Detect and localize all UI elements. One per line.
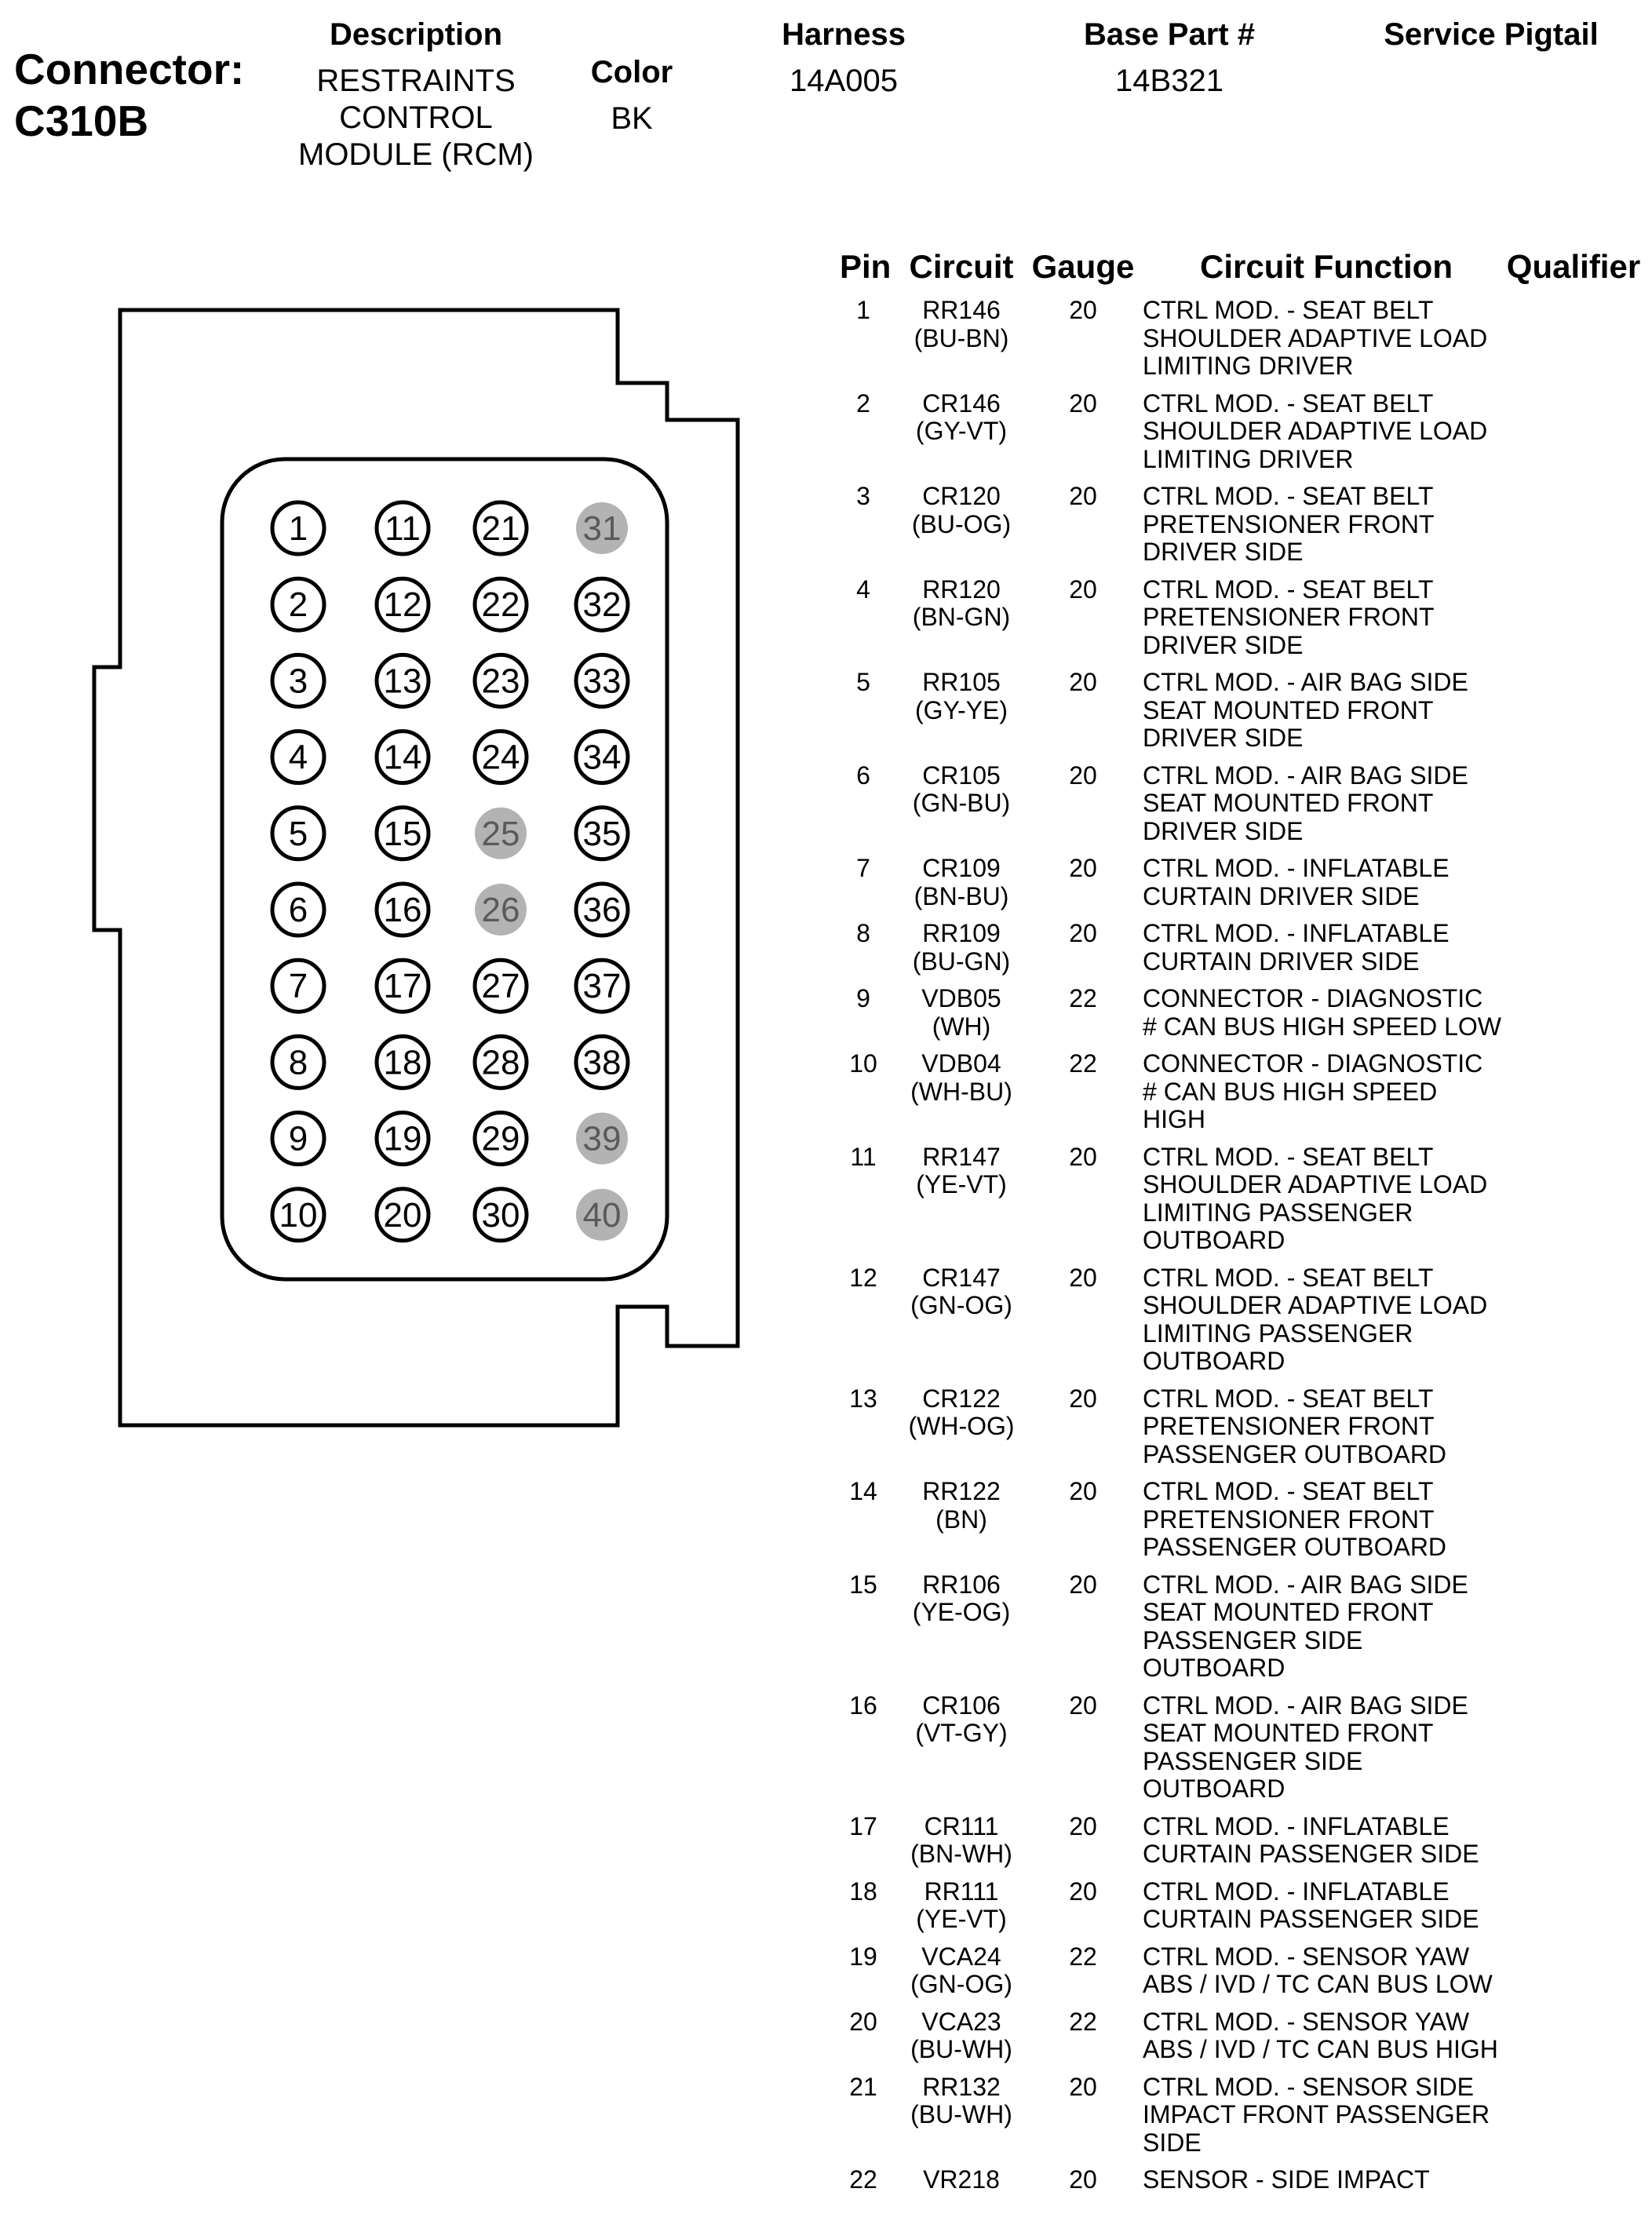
circuit-code: RR109 — [922, 919, 1001, 947]
circuit-function: OUTBOARD — [1143, 1654, 1285, 1682]
circuit-function: HIGH — [1143, 1105, 1205, 1133]
pin-number: 20 — [849, 2007, 877, 2036]
circuit-code: RR147 — [922, 1142, 1001, 1171]
pin-label-13: 13 — [383, 662, 422, 701]
pin-label-36: 36 — [582, 891, 622, 929]
pin-number: 3 — [856, 482, 870, 510]
circuit-function: # CAN BUS HIGH SPEED — [1143, 1077, 1438, 1106]
pin-label-3: 3 — [288, 662, 308, 701]
pin-label-39: 39 — [582, 1119, 622, 1158]
circuit-function: CURTAIN PASSENGER SIDE — [1143, 1905, 1479, 1933]
wire-gauge: 22 — [1069, 984, 1097, 1012]
circuit-code: RR122 — [922, 1477, 1001, 1505]
circuit-function: PRETENSIONER FRONT — [1143, 1505, 1435, 1534]
pin-label-20: 20 — [383, 1195, 422, 1235]
pin-label-22: 22 — [481, 585, 520, 625]
wire-gauge: 20 — [1069, 388, 1097, 418]
circuit-function: CURTAIN PASSENGER SIDE — [1143, 1840, 1479, 1868]
circuit-function: CURTAIN DRIVER SIDE — [1143, 881, 1420, 910]
circuit-code: (BU-WH) — [910, 2100, 1012, 2128]
wire-gauge: 20 — [1069, 574, 1097, 604]
pin-label-24: 24 — [481, 738, 520, 777]
harness-header: Harness — [782, 17, 906, 52]
circuit-function: DRIVER SIDE — [1143, 630, 1304, 659]
connector-title — [14, 43, 244, 147]
pin-label-30: 30 — [481, 1195, 520, 1235]
pin-label-4: 4 — [288, 738, 308, 777]
wire-gauge: 22 — [1069, 2007, 1097, 2036]
circuit-function: CTRL MOD. - SENSOR SIDE — [1143, 2072, 1474, 2101]
circuit-function: PASSENGER OUTBOARD — [1143, 1439, 1447, 1468]
circuit-function: CTRL MOD. - INFLATABLE — [1143, 1811, 1450, 1840]
circuit-function: CTRL MOD. - SEAT BELT — [1143, 482, 1434, 510]
circuit-code: RR120 — [922, 574, 1001, 604]
circuit-code: CR120 — [922, 482, 1001, 510]
pin-label-40: 40 — [582, 1195, 622, 1235]
pin-label-15: 15 — [383, 814, 422, 853]
circuit-function: DRIVER SIDE — [1143, 724, 1304, 752]
circuit-function: SEAT MOUNTED FRONT — [1143, 695, 1434, 724]
wire-gauge: 22 — [1069, 1942, 1097, 1971]
circuit-function: SHOULDER ADAPTIVE LOAD — [1143, 417, 1488, 445]
circuit-code: (YE-VT) — [916, 1170, 1007, 1198]
description-line: RESTRAINTS — [316, 64, 516, 98]
base-part-header: Base Part # — [1084, 17, 1255, 52]
circuit-function: SHOULDER ADAPTIVE LOAD — [1143, 1170, 1488, 1198]
wire-gauge: 20 — [1069, 668, 1097, 696]
circuit-function: DRIVER SIDE — [1143, 538, 1304, 566]
circuit-function: LIMITING DRIVER — [1143, 352, 1354, 380]
pin-number: 16 — [849, 1691, 877, 1720]
circuit-code: VR218 — [923, 2165, 1000, 2194]
wire-gauge: 20 — [1069, 760, 1097, 790]
wire-gauge: 20 — [1069, 1263, 1097, 1292]
harness-value: 14A005 — [790, 64, 898, 98]
service-pigtail-header: Service Pigtail — [1384, 17, 1599, 52]
pin-number: 19 — [849, 1942, 877, 1971]
pin-label-29: 29 — [481, 1119, 520, 1158]
circuit-function: IMPACT FRONT PASSENGER — [1143, 2100, 1490, 2128]
circuit-code: RR105 — [922, 668, 1001, 696]
pin-label-26: 26 — [481, 891, 520, 929]
circuit-code: RR132 — [922, 2072, 1001, 2101]
circuit-code: (YE-OG) — [912, 1598, 1011, 1626]
circuit-function: CTRL MOD. - AIR BAG SIDE — [1143, 1570, 1468, 1599]
circuit-function: ABS / IVD / TC CAN BUS HIGH — [1143, 2035, 1498, 2063]
pin-number: 17 — [849, 1811, 877, 1840]
circuit-function: OUTBOARD — [1143, 1774, 1285, 1803]
wire-gauge: 20 — [1069, 1811, 1097, 1840]
pin-label-7: 7 — [288, 967, 308, 1006]
circuit-function: CTRL MOD. - AIR BAG SIDE — [1143, 1691, 1468, 1720]
pin-number: 22 — [849, 2165, 877, 2194]
pin-label-1: 1 — [288, 509, 308, 548]
wire-gauge: 20 — [1069, 1877, 1097, 1906]
circuit-function: SEAT MOUNTED FRONT — [1143, 789, 1434, 817]
pin-number: 10 — [849, 1049, 877, 1078]
pin-label-31: 31 — [582, 509, 622, 548]
pin-label-6: 6 — [288, 891, 308, 929]
pin-number: 5 — [856, 668, 870, 696]
connector-label: Connector: — [14, 45, 245, 93]
pin-number: 11 — [850, 1142, 877, 1171]
circuit-function: CTRL MOD. - SENSOR YAW — [1143, 1942, 1470, 1971]
circuit-function: PASSENGER OUTBOARD — [1143, 1533, 1447, 1561]
pin-label-19: 19 — [383, 1119, 422, 1158]
circuit-function: CTRL MOD. - SEAT BELT — [1143, 388, 1434, 418]
circuit-code: (BN-WH) — [910, 1840, 1012, 1868]
pin-label-23: 23 — [481, 662, 520, 701]
circuit-code: (VT-GY) — [915, 1719, 1008, 1747]
circuit-function: CTRL MOD. - SEAT BELT — [1143, 574, 1434, 604]
circuit-function: ABS / IVD / TC CAN BUS LOW — [1143, 1970, 1493, 1998]
wire-gauge: 20 — [1069, 2165, 1097, 2194]
circuit-code: (BU-WH) — [910, 2035, 1012, 2063]
circuit-function: PASSENGER SIDE — [1143, 1746, 1363, 1775]
connector-housing-outline — [94, 310, 738, 1425]
wire-gauge: 20 — [1069, 2072, 1097, 2101]
pin-number: 21 — [849, 2072, 877, 2101]
circuit-code: CR147 — [922, 1263, 1001, 1292]
circuit-function: CTRL MOD. - INFLATABLE — [1143, 1877, 1450, 1906]
pin-label-16: 16 — [383, 891, 422, 929]
pin-label-28: 28 — [481, 1043, 520, 1082]
circuit-code: CR109 — [922, 854, 1001, 882]
description-header: Description — [329, 17, 503, 52]
col-header-qualifier: Qualifier — [1506, 248, 1641, 285]
circuit-code: CR105 — [922, 760, 1001, 790]
pin-label-2: 2 — [288, 585, 308, 625]
wire-gauge: 20 — [1069, 854, 1097, 882]
circuit-code: VDB04 — [921, 1049, 1001, 1078]
circuit-function: CURTAIN DRIVER SIDE — [1143, 947, 1420, 976]
pin-number: 12 — [849, 1263, 877, 1292]
pin-number: 6 — [856, 760, 870, 790]
circuit-code: (GN-BU) — [912, 789, 1011, 817]
circuit-code: (WH-BU) — [910, 1077, 1012, 1106]
circuit-function: SEAT MOUNTED FRONT — [1143, 1598, 1434, 1626]
circuit-function: CTRL MOD. - AIR BAG SIDE — [1143, 760, 1468, 790]
description-value — [259, 63, 573, 173]
circuit-function: OUTBOARD — [1143, 1226, 1285, 1254]
color-header: Color — [590, 55, 673, 89]
circuit-function: PASSENGER SIDE — [1143, 1625, 1363, 1654]
pin-label-9: 9 — [288, 1119, 308, 1158]
pin-label-38: 38 — [582, 1043, 622, 1082]
description-line: MODULE (RCM) — [298, 137, 534, 172]
circuit-function: CTRL MOD. - AIR BAG SIDE — [1143, 668, 1468, 696]
pin-number: 14 — [849, 1477, 877, 1505]
circuit-function: CTRL MOD. - SEAT BELT — [1143, 296, 1434, 324]
pin-number: 13 — [849, 1384, 877, 1413]
wire-gauge: 20 — [1069, 919, 1097, 947]
circuit-code: (BU-BN) — [914, 323, 1009, 352]
circuit-code: VCA24 — [921, 1942, 1001, 1971]
color-value: BK — [611, 101, 653, 136]
circuit-function: LIMITING PASSENGER — [1143, 1319, 1413, 1348]
circuit-function: PRETENSIONER FRONT — [1143, 603, 1435, 631]
wire-gauge: 22 — [1069, 1049, 1097, 1078]
wire-gauge: 20 — [1069, 296, 1097, 324]
pin-label-18: 18 — [383, 1043, 422, 1082]
circuit-function: CTRL MOD. - SEAT BELT — [1143, 1263, 1434, 1292]
circuit-code: (WH-OG) — [908, 1412, 1015, 1440]
circuit-function: LIMITING PASSENGER — [1143, 1198, 1413, 1227]
pin-number: 18 — [849, 1877, 877, 1906]
pin-number: 1 — [856, 296, 870, 324]
connector-id: C310B — [14, 97, 149, 145]
col-header-circuit-function: Circuit Function — [1200, 248, 1453, 285]
circuit-function: CONNECTOR - DIAGNOSTIC — [1143, 1049, 1483, 1078]
circuit-function: CTRL MOD. - SENSOR YAW — [1143, 2007, 1470, 2036]
circuit-function: CTRL MOD. - INFLATABLE — [1143, 854, 1450, 882]
col-header-circuit: Circuit — [909, 248, 1014, 285]
pin-layer — [272, 502, 628, 1241]
connector-face-diagram — [0, 275, 753, 1436]
pin-label-17: 17 — [383, 967, 422, 1006]
pin-number: 2 — [856, 388, 870, 418]
wire-gauge: 20 — [1069, 1142, 1097, 1171]
pin-label-11: 11 — [385, 509, 421, 548]
circuit-code: (GY-YE) — [915, 695, 1008, 724]
pin-label-5: 5 — [288, 814, 308, 853]
circuit-function: SIDE — [1143, 2128, 1202, 2157]
circuit-function: DRIVER SIDE — [1143, 816, 1304, 845]
circuit-code: RR146 — [922, 296, 1001, 324]
circuit-code: (GN-OG) — [910, 1970, 1012, 1998]
circuit-code: (BU-GN) — [912, 947, 1011, 976]
wire-gauge: 20 — [1069, 1384, 1097, 1413]
circuit-code: CR106 — [922, 1691, 1001, 1720]
circuit-function: PRETENSIONER FRONT — [1143, 1412, 1435, 1440]
circuit-function: SENSOR - SIDE IMPACT — [1143, 2165, 1430, 2194]
description-line: CONTROL — [339, 100, 493, 135]
circuit-function: PRETENSIONER FRONT — [1143, 509, 1435, 538]
circuit-code: CR122 — [922, 1384, 1001, 1413]
pin-number: 9 — [856, 984, 870, 1012]
circuit-code: (GY-VT) — [915, 417, 1008, 445]
circuit-code: RR106 — [922, 1570, 1001, 1599]
circuit-code: (YE-VT) — [916, 1905, 1007, 1933]
wire-gauge: 20 — [1069, 1570, 1097, 1599]
pin-label-37: 37 — [582, 967, 622, 1006]
circuit-code: (BU-OG) — [911, 509, 1012, 538]
pin-label-21: 21 — [481, 509, 520, 548]
circuit-code: VDB05 — [921, 984, 1001, 1012]
circuit-function: SEAT MOUNTED FRONT — [1143, 1719, 1434, 1747]
circuit-code: CR146 — [922, 388, 1001, 418]
pin-number: 15 — [849, 1570, 877, 1599]
pin-label-32: 32 — [582, 585, 622, 625]
circuit-function: LIMITING DRIVER — [1143, 444, 1354, 473]
wire-gauge: 20 — [1069, 1477, 1097, 1505]
circuit-function: SHOULDER ADAPTIVE LOAD — [1143, 323, 1488, 352]
circuit-function: CTRL MOD. - SEAT BELT — [1143, 1142, 1434, 1171]
circuit-function: OUTBOARD — [1143, 1347, 1285, 1375]
pin-label-27: 27 — [481, 967, 520, 1006]
wire-gauge: 20 — [1069, 482, 1097, 510]
pin-number: 7 — [856, 854, 870, 882]
circuit-function: SHOULDER ADAPTIVE LOAD — [1143, 1291, 1488, 1319]
pin-number: 4 — [856, 574, 870, 604]
circuit-code: (WH) — [932, 1012, 991, 1041]
base-part-value: 14B321 — [1115, 64, 1224, 98]
pin-label-35: 35 — [582, 814, 622, 853]
circuit-function: # CAN BUS HIGH SPEED LOW — [1143, 1012, 1501, 1041]
circuit-code: RR111 — [924, 1877, 999, 1906]
col-header-gauge: Gauge — [1031, 248, 1135, 285]
circuit-code: (GN-OG) — [910, 1291, 1012, 1319]
pin-label-25: 25 — [481, 814, 520, 853]
col-header-pin: Pin — [840, 248, 892, 285]
circuit-function: CTRL MOD. - SEAT BELT — [1143, 1477, 1434, 1505]
pin-label-8: 8 — [288, 1043, 308, 1082]
pin-label-33: 33 — [582, 662, 622, 701]
pin-label-10: 10 — [279, 1195, 318, 1235]
circuit-function: CTRL MOD. - INFLATABLE — [1143, 919, 1450, 947]
circuit-code: CR111 — [924, 1811, 999, 1840]
circuit-function: CONNECTOR - DIAGNOSTIC — [1143, 984, 1483, 1012]
wire-gauge: 20 — [1069, 1691, 1097, 1720]
circuit-code: (BN-BU) — [914, 881, 1009, 910]
pin-label-34: 34 — [582, 738, 622, 777]
circuit-code: (BN) — [935, 1505, 987, 1534]
circuit-code: VCA23 — [921, 2007, 1001, 2036]
circuit-code: (BN-GN) — [912, 603, 1011, 631]
pin-label-12: 12 — [383, 585, 422, 625]
circuit-function: CTRL MOD. - SEAT BELT — [1143, 1384, 1434, 1413]
pin-label-14: 14 — [383, 738, 422, 777]
pin-number: 8 — [856, 919, 870, 947]
